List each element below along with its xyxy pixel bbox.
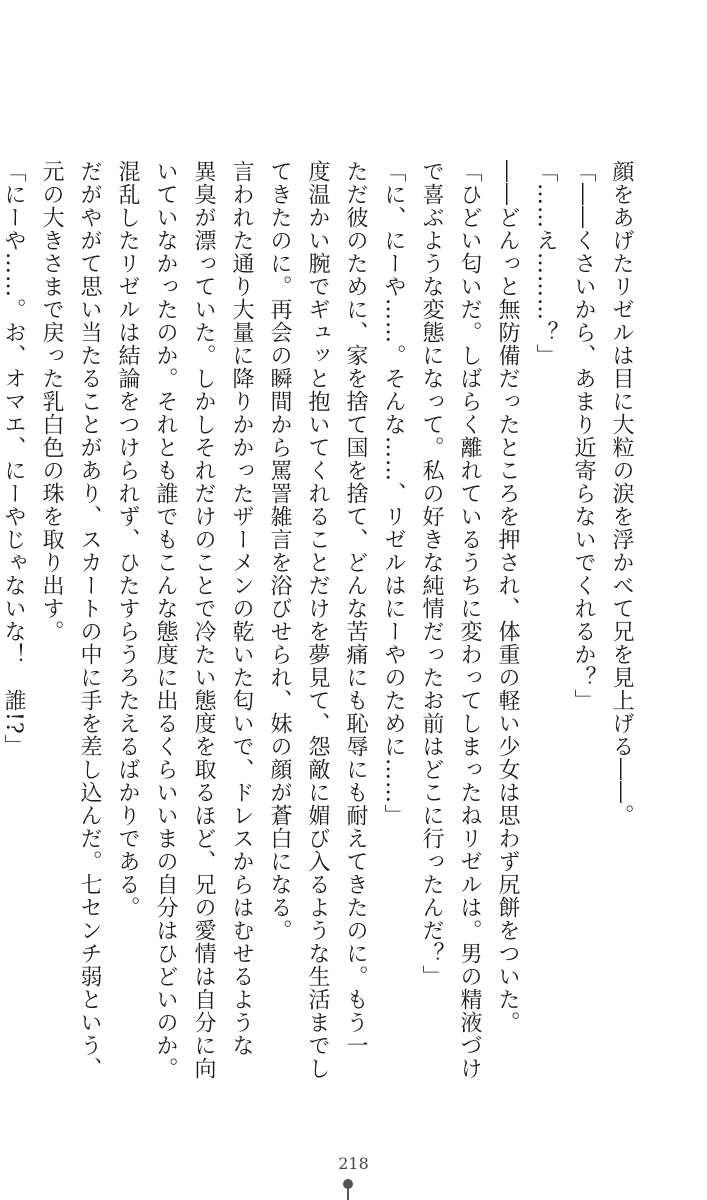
page-marker-dot-icon bbox=[343, 1179, 353, 1189]
text-line: で喜ぶような変態になって。私の好きな純情だったお前はどこに行ったんだ？」 bbox=[419, 160, 444, 988]
text-line: 「に、にーや……。そんな……、リゼルはにーやのために……」 bbox=[381, 160, 406, 827]
text-line: てきたのに。再会の瞬間から罵詈雑言を浴びせられ、妹の顔が蒼白になる。 bbox=[267, 160, 292, 942]
text-line: ただ彼のために、家を捨て国を捨て、どんな苦痛にも恥辱にも耐えてきたのに。もう一 bbox=[343, 160, 368, 1057]
text-line: ――どんっと無防備だったところを押され、体重の軽い少女は思わず尻餅をついた。 bbox=[495, 160, 520, 1034]
page-marker-stem bbox=[347, 1189, 349, 1200]
text-line: 混乱したリゼルは結論をつけられず、ひたすらうろたえるばかりである。 bbox=[115, 160, 140, 919]
text-line: 「……え………？」 bbox=[533, 160, 558, 367]
vertical-text-block bbox=[1, 160, 640, 1080]
text-line: 「ひどい匂いだ。しばらく離れているうちに変わってしまったねリゼルは。男の精液づけ bbox=[457, 160, 482, 1080]
text-line: 「にーや……。お、オマエ、にーやじゃないな！ 誰!?」 bbox=[1, 160, 26, 758]
text-line: 元の大きさまで戻った乳白色の珠を取り出す。 bbox=[39, 160, 64, 643]
text-line: 「――くさいから、あまり近寄らないでくれるか？」 bbox=[571, 160, 596, 712]
text-line: いていなかったのか。それとも誰でもこんな態度に出るくらいいまの自分はひどいのか。 bbox=[153, 160, 178, 1080]
text-line: 度温かい腕でギュッと抱いてくれることだけを夢見て、怨敵に媚び入るような生活までし bbox=[305, 160, 330, 1080]
text-line: だがやがて思い当たることがあり、スカートの中に手を差し込んだ。七センチ弱という、 bbox=[77, 160, 102, 1080]
text-line: 異臭が漂っていた。しかしそれだけのことで冷たい態度を取るほど、兄の愛情は自分に向 bbox=[191, 160, 216, 1080]
text-line: 顔をあげたリゼルは目に大粒の涙を浮かべて兄を見上げる――。 bbox=[609, 160, 634, 827]
page-number: 218 bbox=[338, 1154, 369, 1173]
text-line: 言われた通り大量に降りかかったザーメンの乾いた匂いで、ドレスからはむせるような bbox=[229, 160, 254, 1057]
